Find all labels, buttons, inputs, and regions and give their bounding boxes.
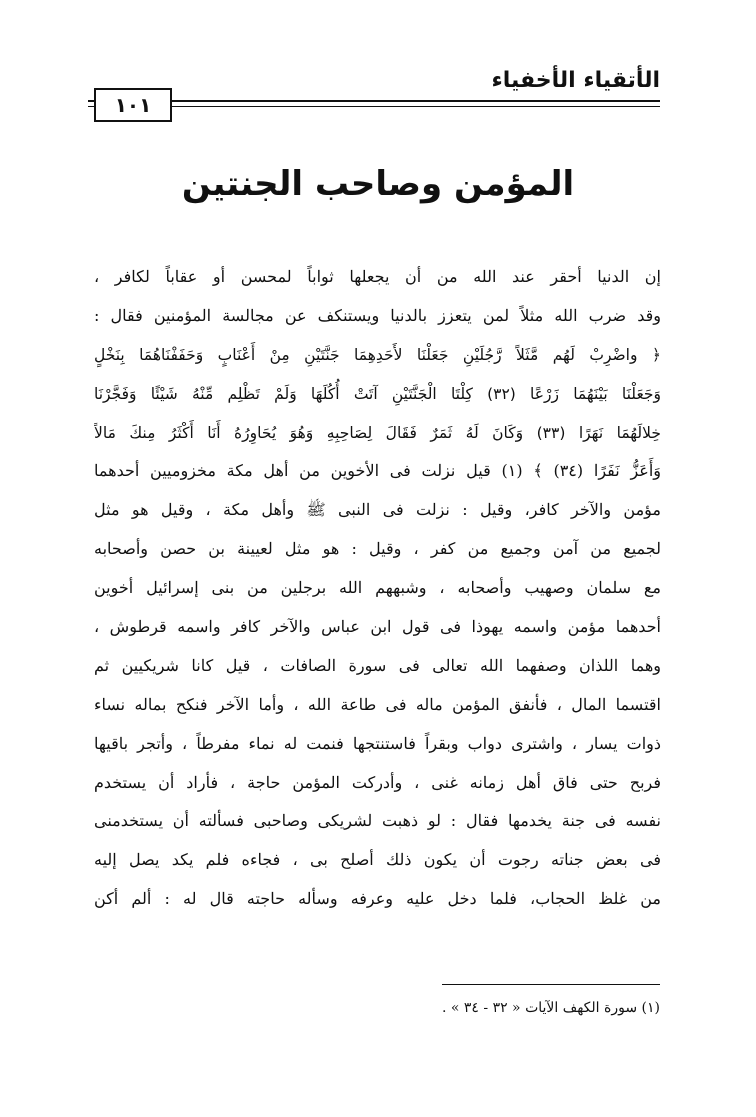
quran-verse-line: ﴿ واضْرِبْ لَهُم مَّثَلاً رَّجُلَيْنِ جَعَلْنَا لأَحَدِهِمَا جَنَّتَيْنِ مِنْ أَعْنَابٍ وَحَفَفْنَاهُمَا بِنَخْلٍ xyxy=(94,345,661,364)
header-rule xyxy=(88,100,660,102)
text-line: وَأَعَزُّ نَفَرًا (٣٤) ﴾ (١) قيل نزلت فى الأخوين من أهل مكة مخزوميين أحدهما xyxy=(94,461,661,481)
text-line: اقتسما المال ، فأنفق المؤمن ماله فى طاعة الله ، وأما الآخر فنكح بماله نساء xyxy=(94,694,661,714)
text-line: وهما اللذان وصفهما الله تعالى فى سورة الصافات ، قيل كانا شريكيين ثم xyxy=(94,655,661,675)
quran-verse-line: وَجَعَلْنَا بَيْنَهُمَا زَرْعًا (٣٢) كِلْتَا الْجَنَّتَيْنِ آتَتْ أُكُلَهَا وَلَمْ تَظْلِم مِّنْهُ شَيْئًا وَفَجَّرْنَا xyxy=(94,384,661,403)
header-rule-thin xyxy=(88,106,660,107)
text-line: فربح حتى فاق أهل زمانه غنى ، وأدركت المؤمن حاجة ، فأراد أن يستخدم xyxy=(94,772,661,792)
running-title: الأتقياء الأخفياء xyxy=(491,68,660,93)
text-line: فى بعض جناته رجوت أن يكون ذلك أصلح بى ، فجاءه فلم يكد يصل إليه xyxy=(94,850,661,870)
text-line: مؤمن والآخر كافر، وقيل : نزلت فى النبى ﷺ وأهل مكة ، وقيل هو مثل xyxy=(94,500,661,520)
page-number-box xyxy=(94,88,172,122)
body-text xyxy=(94,258,661,919)
page-number: ١٠١ xyxy=(114,93,152,117)
footnote: (١) سورة الكهف الآيات « ٣٢ - ٣٤ » . xyxy=(441,1000,660,1016)
text-line: إن الدنيا أحقر عند الله من أن يجعلها ثواباً لمحسن أو عقاباً لكافر ، xyxy=(94,267,661,286)
text-line: ذوات يسار ، واشترى دواب وبقراً فاستنتجها فنمت له نماء مفرطاً ، وأتجر باقيها xyxy=(94,733,661,753)
text-line: مع سلمان وصهيب وأصحابه ، وشبههم الله برجلين من بنى إسرائيل أخوين xyxy=(94,578,661,598)
text-line: من غلظ الحجاب، فلما دخل عليه وعرفه وسأله حاجته قال له : ألم أكن xyxy=(94,889,661,909)
quran-verse-line: خِلالَهُمَا نَهَرًا (٣٣) وَكَانَ لَهُ ثَمَرٌ فَقَالَ لِصَاحِبِهِ وَهُوَ يُحَاوِرُهُ أَنَا أَكْثَرُ مِنكَ مَالاً xyxy=(94,423,661,442)
text-line: لجميع من آمن وجميع من كفر ، وقيل : هو مثل لعيينة بن حصن وأصحابه xyxy=(94,539,661,559)
text-line: نفسه فى جنة يخدمها فقال : لو ذهبت لشريكى وصاحبى فسألته أن يستخدمنى xyxy=(94,811,661,831)
text-line: وقد ضرب الله مثلاً لمن يتعزز بالدنيا ويستنكف عن مجالسة المؤمنين فقال : xyxy=(94,305,661,325)
footnote-rule xyxy=(442,984,660,985)
chapter-title: المؤمن وصاحب الجنتين xyxy=(181,164,575,204)
text-line: أحدهما مؤمن واسمه يهوذا فى قول ابن عباس والآخر كافر واسمه قرطوش ، xyxy=(94,617,661,637)
